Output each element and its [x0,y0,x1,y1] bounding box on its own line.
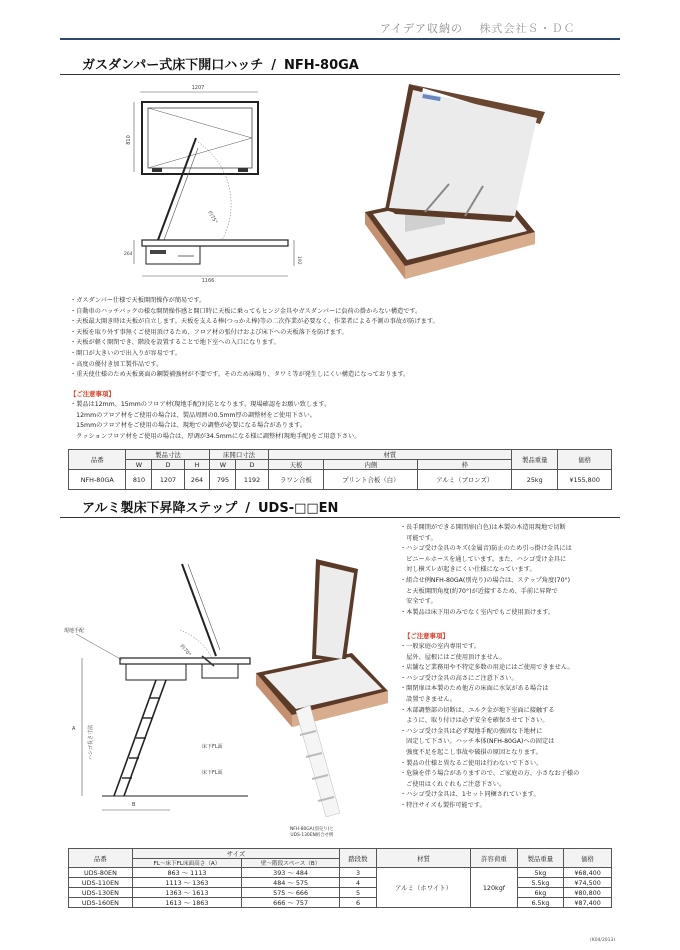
b-to: 575 [295,879,309,887]
feature-item: ・開口が大きいので出入りが容易です。 [70,349,181,357]
col-material: 材質 [376,849,470,868]
col-d: D [152,460,184,470]
feature-item: ・高度の優付き加工製作品です。 [70,360,163,368]
col-outer-size: 製品寸法 [126,450,210,460]
cell-load: 120kgf [471,868,517,908]
col-h: H [184,460,210,470]
note-item: ・店舗など業務用や不特定多数の用途にはご使用できません。 [400,664,574,672]
section2-notes-list [400,642,579,812]
col-wall-space: 壁～階段スペース（B） [242,859,340,868]
feature-item: ・天板最大開き時は天板が自立します。天板を支える棒(つっかえ棒)等の二次作業が必要なく、作業者による不測の事故が防げます。 [70,318,439,326]
cell-hinban: UDS-110EN [69,878,133,888]
hatch-technical-drawing [118,80,308,290]
b-from: 393 [273,869,286,877]
feature-item: ・ハシゴ受け金具のキズ(金属音)防止のため引っ掛け金具には [400,545,572,553]
cell-price: ¥155,800 [558,470,612,490]
cell-hinban: NFH-80GA [69,470,126,490]
col-weight: 製品重量 [517,849,563,868]
floor-level-label-2: 床下FL面 [202,770,223,776]
col-weight: 製品重量 [512,450,558,470]
section1-separator: / [271,58,276,73]
cell-steps: 4 [340,878,377,888]
feature-item: 対し横ズレが起きにくい仕様になっています。 [400,566,536,574]
dim-192: 192 [296,256,301,265]
ladder-spec-table [68,848,612,908]
b-from: 575 [273,889,286,897]
note-item: ・特注サイズも製作可能です。 [400,801,486,809]
section2-product-name: アルミ製床下昇降ステップ [82,501,238,516]
section2-feature-list [400,523,572,618]
col-price: 価格 [564,849,612,868]
col-material: 材質 [268,450,512,460]
section1-feature-list [70,296,439,381]
table-row [69,888,612,898]
col-fl-height: FL～床下FL床面高さ（A） [132,859,241,868]
cell-weight: 6kg [517,888,563,898]
feature-item: ・組合せ例NFH-80GA(別売り)の場合は、ステップ角度(70°) [400,576,571,584]
cell-d: 1207 [152,470,184,490]
photo-caption [290,827,334,839]
note-item: ・ハシゴ受け金具は必ず現地手配の強固な下地材に [400,727,543,735]
range-sep: ～ [183,889,191,897]
section2-notes-title: 【ご注意事項】 [404,632,449,640]
cell-price: ¥80,800 [564,888,612,898]
range-sep: ～ [287,879,294,887]
cell-panel: ラワン合板 [268,470,324,490]
cell-weight: 25kg [512,470,558,490]
section1-product-name: ガスダンパー式床下開口ハッチ [82,58,264,73]
a-to: 1113 [190,869,207,877]
b-to: 484 [295,869,309,877]
dim-angle-2: 約70° [178,643,192,658]
section1-notes-title: 【ご注意事項】 [70,390,115,398]
range-sep: ～ [183,879,191,887]
section2-model: UDS-□□EN [257,501,339,516]
ladder-product-photo [256,555,401,825]
col-opening-w: W [210,460,236,470]
note-item: ・ハシゴ受け金具は、1セット同梱されています。 [400,791,540,799]
range-sep: ～ [287,869,294,877]
section1-notes-list [70,400,360,442]
note-item: 15mmのフロア材をご使用の場合は、現地での調整が必要になる場合があります。 [70,422,306,430]
note-item: 固定して下さい。ハッチ本体(NFH-80GA)への固定は [400,738,555,746]
frame-label: 現地手配 [64,628,85,634]
cell-frame: アルミ（ブロンズ） [418,470,512,490]
range-sep: ～ [181,869,189,877]
cell-hinban: UDS-160EN [69,898,133,908]
note-item: 強度不足を起こし事故や破損の原因となります。 [400,748,542,756]
cell-weight: 5.5kg [517,878,563,888]
caption-line: NFH-80GA(別売り)と [290,827,334,832]
a-from: 863 [167,869,180,877]
feature-item: ・天板が軽く開閉でき、階段を設置することで地下室への入口になります。 [70,339,280,347]
cell-a-range [132,888,241,898]
hatch-product-photo [365,84,550,284]
a-to: 1863 [192,899,209,907]
dim-264: 264 [124,252,133,257]
col-w: W [126,460,152,470]
feature-item: ・本製品は床下用のみでなく室内でもご使用頂けます。 [400,608,555,616]
company-name: 株式会社Ｓ・ＤＣ [479,22,576,35]
note-item: ご使用はくれぐれもご注意下さい。 [400,780,506,788]
dim-height-side: 810 [126,135,132,145]
dim-width-top: 1207 [191,85,205,91]
dim-angle: 約75° [206,210,219,226]
header-subtitle: アイデア収納の [380,22,464,35]
cell-hinban: UDS-130EN [69,888,133,898]
header-rule [60,38,620,40]
section2-title [82,497,338,516]
note-item: ・製品は12mm、15mmのフロア材(現地手配)対応となります。現場確認をお願い致します。 [70,401,331,408]
col-opening-d: D [236,460,268,470]
cell-h: 264 [184,470,210,490]
col-hinban: 品番 [69,849,133,868]
feature-item: と天板開閉角度(約70°)が近接するため、手前に昇降で [400,587,558,595]
col-inner: 内側 [324,460,418,470]
cell-steps: 5 [340,888,377,898]
table-row [69,868,612,878]
feature-item: 可能です。 [400,534,437,542]
note-item: ・一般家庭の室内専用です。 [400,643,480,650]
ladder-technical-drawing [62,560,252,830]
a-from: 1113 [165,879,182,887]
col-opening-size: 床開口寸法 [210,450,268,460]
section1-rule [60,74,620,75]
feature-item: ・長手開閉ができる開閉扉(白色)は本製の木造用現地で切断 [400,524,566,531]
a-to: 1363 [192,879,209,887]
feature-item: ・天板を取り外す事無くご使用頂けるため、フロア材の張付けおよび床下への天板落下を防げます。 [70,328,348,336]
cell-hinban: UDS-80EN [69,868,133,878]
b-to: 757 [295,899,309,907]
b-from: 484 [273,879,286,887]
table-row [69,470,612,490]
feature-item: ・ガスダンパー仕様で天板開閉操作が簡易です。 [70,297,206,304]
cell-a-range [132,878,241,888]
col-steps: 踏段数 [340,849,377,868]
cell-material: アルミ（ホワイト） [376,868,470,908]
cell-b-range [242,898,340,908]
dim-a: A [72,726,76,732]
note-item: ・木部調整部の切断は、ユルク金が地下室面に接触する [400,706,555,714]
note-item: ・製品の仕様と異なるご使用は行わないで下さい。 [400,759,543,767]
col-panel: 天板 [268,460,324,470]
feature-item: ・自動車のハッチバックの様な開閉操作感と開口時に天板に乗ってもヒンジ金具やガスダンパーに負荷の掛からない構造です。 [70,307,422,315]
col-price: 価格 [558,450,612,470]
cell-price: ¥74,500 [564,878,612,888]
a-from: 1363 [165,889,182,897]
note-item: ・開閉扉は本製のため他方の床面に水気がある場合は [400,685,549,693]
table-row [69,898,612,908]
cell-price: ¥68,400 [564,868,612,878]
feature-item: ・重天使仕様のため天板裏面の鋼製補強材が不要です。そのため床鳴り、タワミ等が発生しにくい構造になっております。 [70,371,410,379]
cell-opening-w: 795 [210,470,236,490]
table-row [69,878,612,888]
col-frame: 枠 [418,460,512,470]
company-header [380,20,576,36]
note-item: 12mmのフロア材をご使用の場合は、製品周囲の0.5mm厚の調整材をご使用下さい。 [70,411,317,419]
cell-b-range [242,888,340,898]
caption-line: UDS-130EN組合せ例 [290,833,334,838]
col-size: サイズ [132,849,339,859]
hatch-spec-table [68,449,612,490]
col-hinban: 品番 [69,450,126,470]
note-item: ように、取り付けは必ず安全を確保させて下さい。 [400,717,549,725]
a-to: 1613 [192,889,209,897]
cell-inner: プリント合板（白） [324,470,418,490]
note-item: 設置できません。 [400,695,457,703]
cell-steps: 6 [340,898,377,908]
a-from: 1613 [165,899,182,907]
cell-weight: 5kg [517,868,563,878]
cell-price: ¥87,400 [564,898,612,908]
cell-steps: 3 [340,868,377,878]
b-to: 666 [295,889,309,897]
dim-b: B [132,802,136,808]
feature-item: ビニールホースを通しています。また、ハシゴ受け金具に [400,555,567,563]
note-item: ・ハシゴ受け金具の高さにご注意下さい。 [400,674,518,682]
note-item: 屋外、屋根にはご使用頂けません。 [400,653,506,661]
cell-opening-d: 1192 [236,470,268,490]
ladder-length-label: ハシゴ長さ寸法 [88,724,94,760]
b-from: 666 [273,899,286,907]
range-sep: ～ [287,889,294,897]
feature-item: 安全です。 [400,598,437,606]
range-sep: ～ [287,899,294,907]
cell-b-range [242,878,340,888]
cell-a-range [132,898,241,908]
note-item: クッションフロア材をご使用の場合は、厚调が34.5mmになる様に調整材(現地手配)をご用意下さい。 [70,432,361,440]
floor-level-label-1: 床下FL面 [202,744,223,750]
section1-title [82,54,359,73]
section2-rule [60,517,620,518]
note-item: ・危険を伴う場合がありますので、ご家庭の方、小さなお子様の [400,770,580,778]
dim-width-bottom: 1166 [201,278,215,284]
range-sep: ～ [183,899,191,907]
section1-model: NFH-80GA [283,58,359,73]
section2-separator: / [245,501,250,516]
cell-b-range [242,868,340,878]
document-code: (K04/2013) [590,938,616,943]
cell-a-range [132,868,241,878]
cell-w: 810 [126,470,152,490]
col-load: 許容荷重 [471,849,517,868]
cell-weight: 6.5kg [517,898,563,908]
